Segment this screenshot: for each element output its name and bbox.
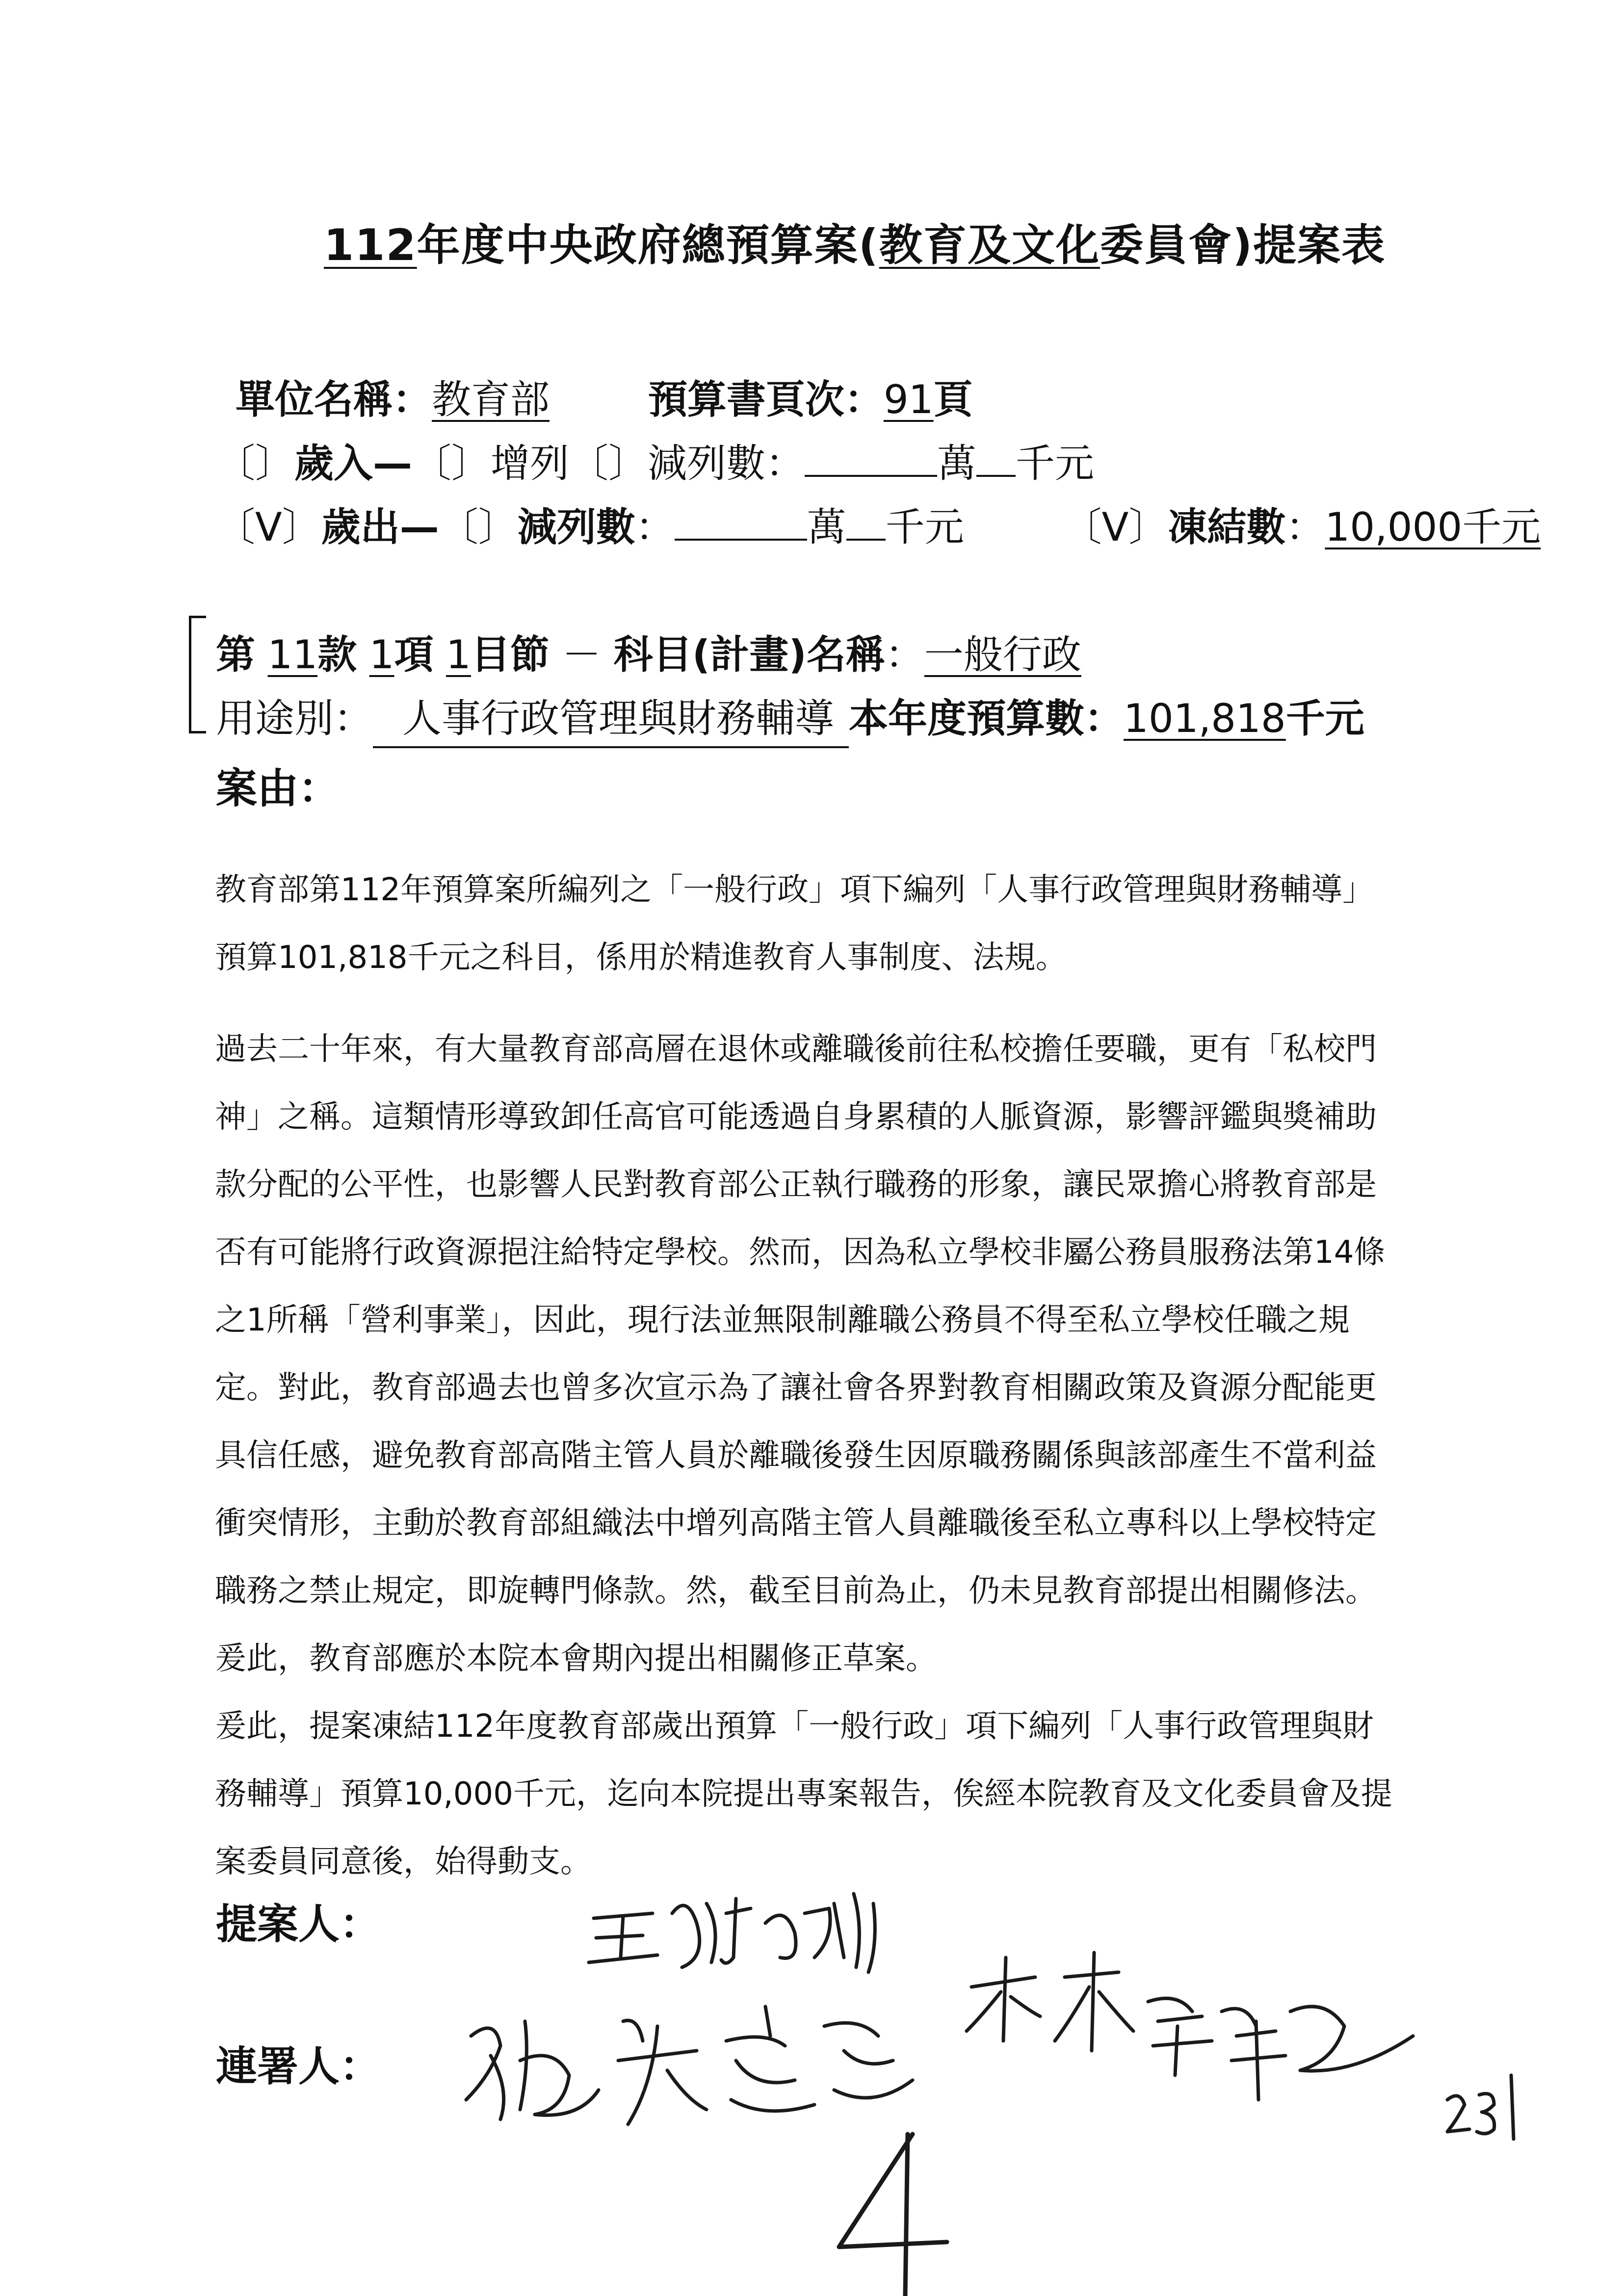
item-xiang: 項 [394,632,434,678]
page-value: 91 [883,377,934,422]
handwritten-page-number [1447,2075,1514,2139]
reduce-colon: ： [635,504,675,550]
expenditure-qian: 千元 [885,504,964,550]
item-di: 第 [216,632,255,678]
subject-label: 科目(計畫)名稱 [613,632,885,678]
usage-label: 用途別： [216,696,373,741]
reason-heading: 案由： [216,764,340,812]
budget-label: 本年度預算數： [849,696,1124,741]
item-mu-no: 1 [446,632,471,678]
unit-value: 教育部 [432,377,550,422]
budget-unit: 千元 [1285,696,1364,741]
revenue-qian: 千元 [1016,441,1094,486]
revenue-wan: 萬 [937,441,976,486]
freeze-label: 凍結數 [1168,504,1286,550]
item-mu: 目節 [471,632,550,678]
freeze-colon: ： [1285,504,1325,550]
proposer-label: 提案人： [216,1900,381,1948]
revenue-change-label: 〔〕增列〔〕減列數： [412,441,805,486]
title-middle: 年度中央政府總預算案( [417,220,879,270]
subject-colon: ： [885,632,924,678]
expenditure-wan: 萬 [807,504,846,550]
cosigner-label: 連署人： [216,2042,381,2090]
unit-label: 單位名稱： [236,377,432,422]
paragraph-line: 職務之禁止規定，即旋轉門條款。然，截至目前為止，仍未見教育部提出相關修法。 [215,1573,1377,1609]
cosigner-signature-2 [967,1953,1413,2100]
paragraph-line: 案委員同意後，始得動支。 [215,1844,592,1880]
proposer-signature [589,1894,875,1972]
paragraph-line: 否有可能將行政資源挹注給特定學校。然而，因為私立學校非屬公務員服務法第14條 [215,1234,1386,1271]
paragraph-line: 神」之稱。這類情形導致卸任高官可能透過自身累積的人脈資源，影響評鑑與獎補助 [215,1099,1377,1135]
revenue-label: 歲入— [294,441,412,486]
paragraph-line: 款分配的公平性，也影響人民對教育部公正執行職務的形象，讓民眾擔心將教育部是 [215,1167,1377,1203]
page-label: 預算書頁次： [648,377,884,422]
paragraph-line: 務輔導」預算10,000千元，迄向本院提出專案報告，俟經本院教育及文化委員會及提 [215,1776,1392,1812]
title-end: 委員會)提案表 [1100,220,1386,270]
title-year: 112 [324,220,417,270]
revenue-checkbox: 〔〕 [216,441,294,486]
cosigner-signature-1 [466,2007,913,2124]
freeze-value: 10,000千元 [1325,504,1541,550]
budget-value: 101,818 [1124,696,1286,741]
freeze-checkbox: 〔V〕 [1062,504,1168,550]
reduce-label: 減列數 [517,504,635,550]
handwritten-number-4 [839,2134,947,2296]
paragraph-line: 爰此，教育部應於本院本會期內提出相關修正草案。 [215,1641,937,1677]
paragraph-line: 教育部第112年預算案所編列之「一般行政」項下編列「人事行政管理與財務輔導」 [215,872,1374,908]
item-dash: － [562,632,602,678]
paragraph-line: 具信任感，避免教育部高階主管人員於離職後發生因原職務關係與該部產生不當利益 [215,1437,1377,1474]
item-xiang-no: 1 [369,632,394,678]
title-committee: 教育及文化 [879,220,1100,270]
usage-value: 人事行政管理與財務輔導 [373,687,849,748]
reduce-checkbox: 〔〕 [439,504,518,550]
paragraph-line: 預算101,818千元之科目，係用於精進教育人事制度、法規。 [215,939,1067,976]
paragraph-line: 之1所稱「營利事業」，因此，現行法並無限制離職公務員不得至私立學校任職之規 [215,1302,1350,1338]
page-suffix: 頁 [933,377,973,422]
subject-value: 一般行政 [924,632,1081,678]
item-kuan: 款 [317,632,357,678]
paragraph-line: 衝突情形，主動於教育部組織法中增列高階主管人員離職後至私立專科以上學校特定 [215,1505,1377,1541]
expenditure-checkbox: 〔V〕 [216,504,321,550]
paragraph-line: 定。對此，教育部過去也曾多次宣示為了讓社會各界對教育相關政策及資源分配能更 [215,1370,1377,1406]
item-kuan-no: 11 [267,632,318,678]
paragraph-line: 過去二十年來，有大量教育部高層在退休或離職後前往私校擔任要職，更有「私校門 [215,1031,1377,1068]
paragraph-line: 爰此，提案凍結112年度教育部歲出預算「一般行政」項下編列「人事行政管理與財 [215,1708,1374,1745]
expenditure-label: 歲出— [321,504,439,550]
